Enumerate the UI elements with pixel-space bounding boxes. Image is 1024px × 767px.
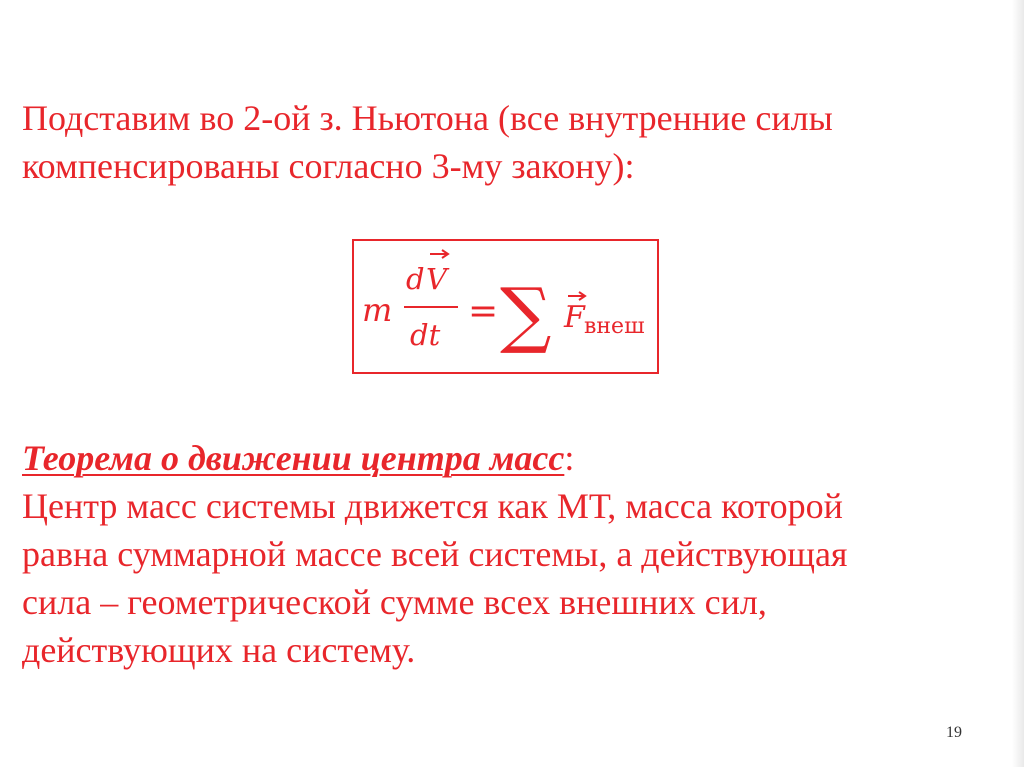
intro-paragraph	[22, 94, 994, 190]
theorem-title: Теорема о движении центра масс	[22, 438, 565, 478]
theorem-line: Центр масс системы движется как МТ, масса которой	[22, 486, 843, 526]
intro-line: компенсированы согласно 3-му закону):	[22, 146, 635, 186]
formula-sum-sign: ∑	[500, 272, 552, 356]
page-number: 19	[946, 724, 962, 741]
formula-subscript: внеш	[584, 314, 645, 339]
theorem-line: действующих на систему.	[22, 630, 416, 670]
formula-mass: m	[362, 291, 393, 329]
formula-equals: =	[468, 291, 499, 332]
slide-edge-shadow	[1012, 0, 1024, 767]
formula-force: F	[564, 300, 585, 335]
formula-differential-d: d	[406, 262, 425, 296]
formula-denominator: dt	[410, 318, 441, 352]
theorem-paragraph	[22, 434, 994, 674]
theorem-heading	[22, 434, 994, 482]
theorem-line: равна суммарной массе всей системы, а действующая	[22, 534, 848, 574]
intro-line: Подставим во 2-ой з. Ньютона (все внутренние силы	[22, 98, 833, 138]
newton-second-law-formula	[354, 241, 661, 376]
formula-box	[352, 239, 659, 374]
formula-velocity: V	[426, 262, 447, 296]
theorem-title-colon: :	[564, 438, 575, 478]
theorem-line: сила – геометрической сумме всех внешних сил,	[22, 582, 767, 622]
